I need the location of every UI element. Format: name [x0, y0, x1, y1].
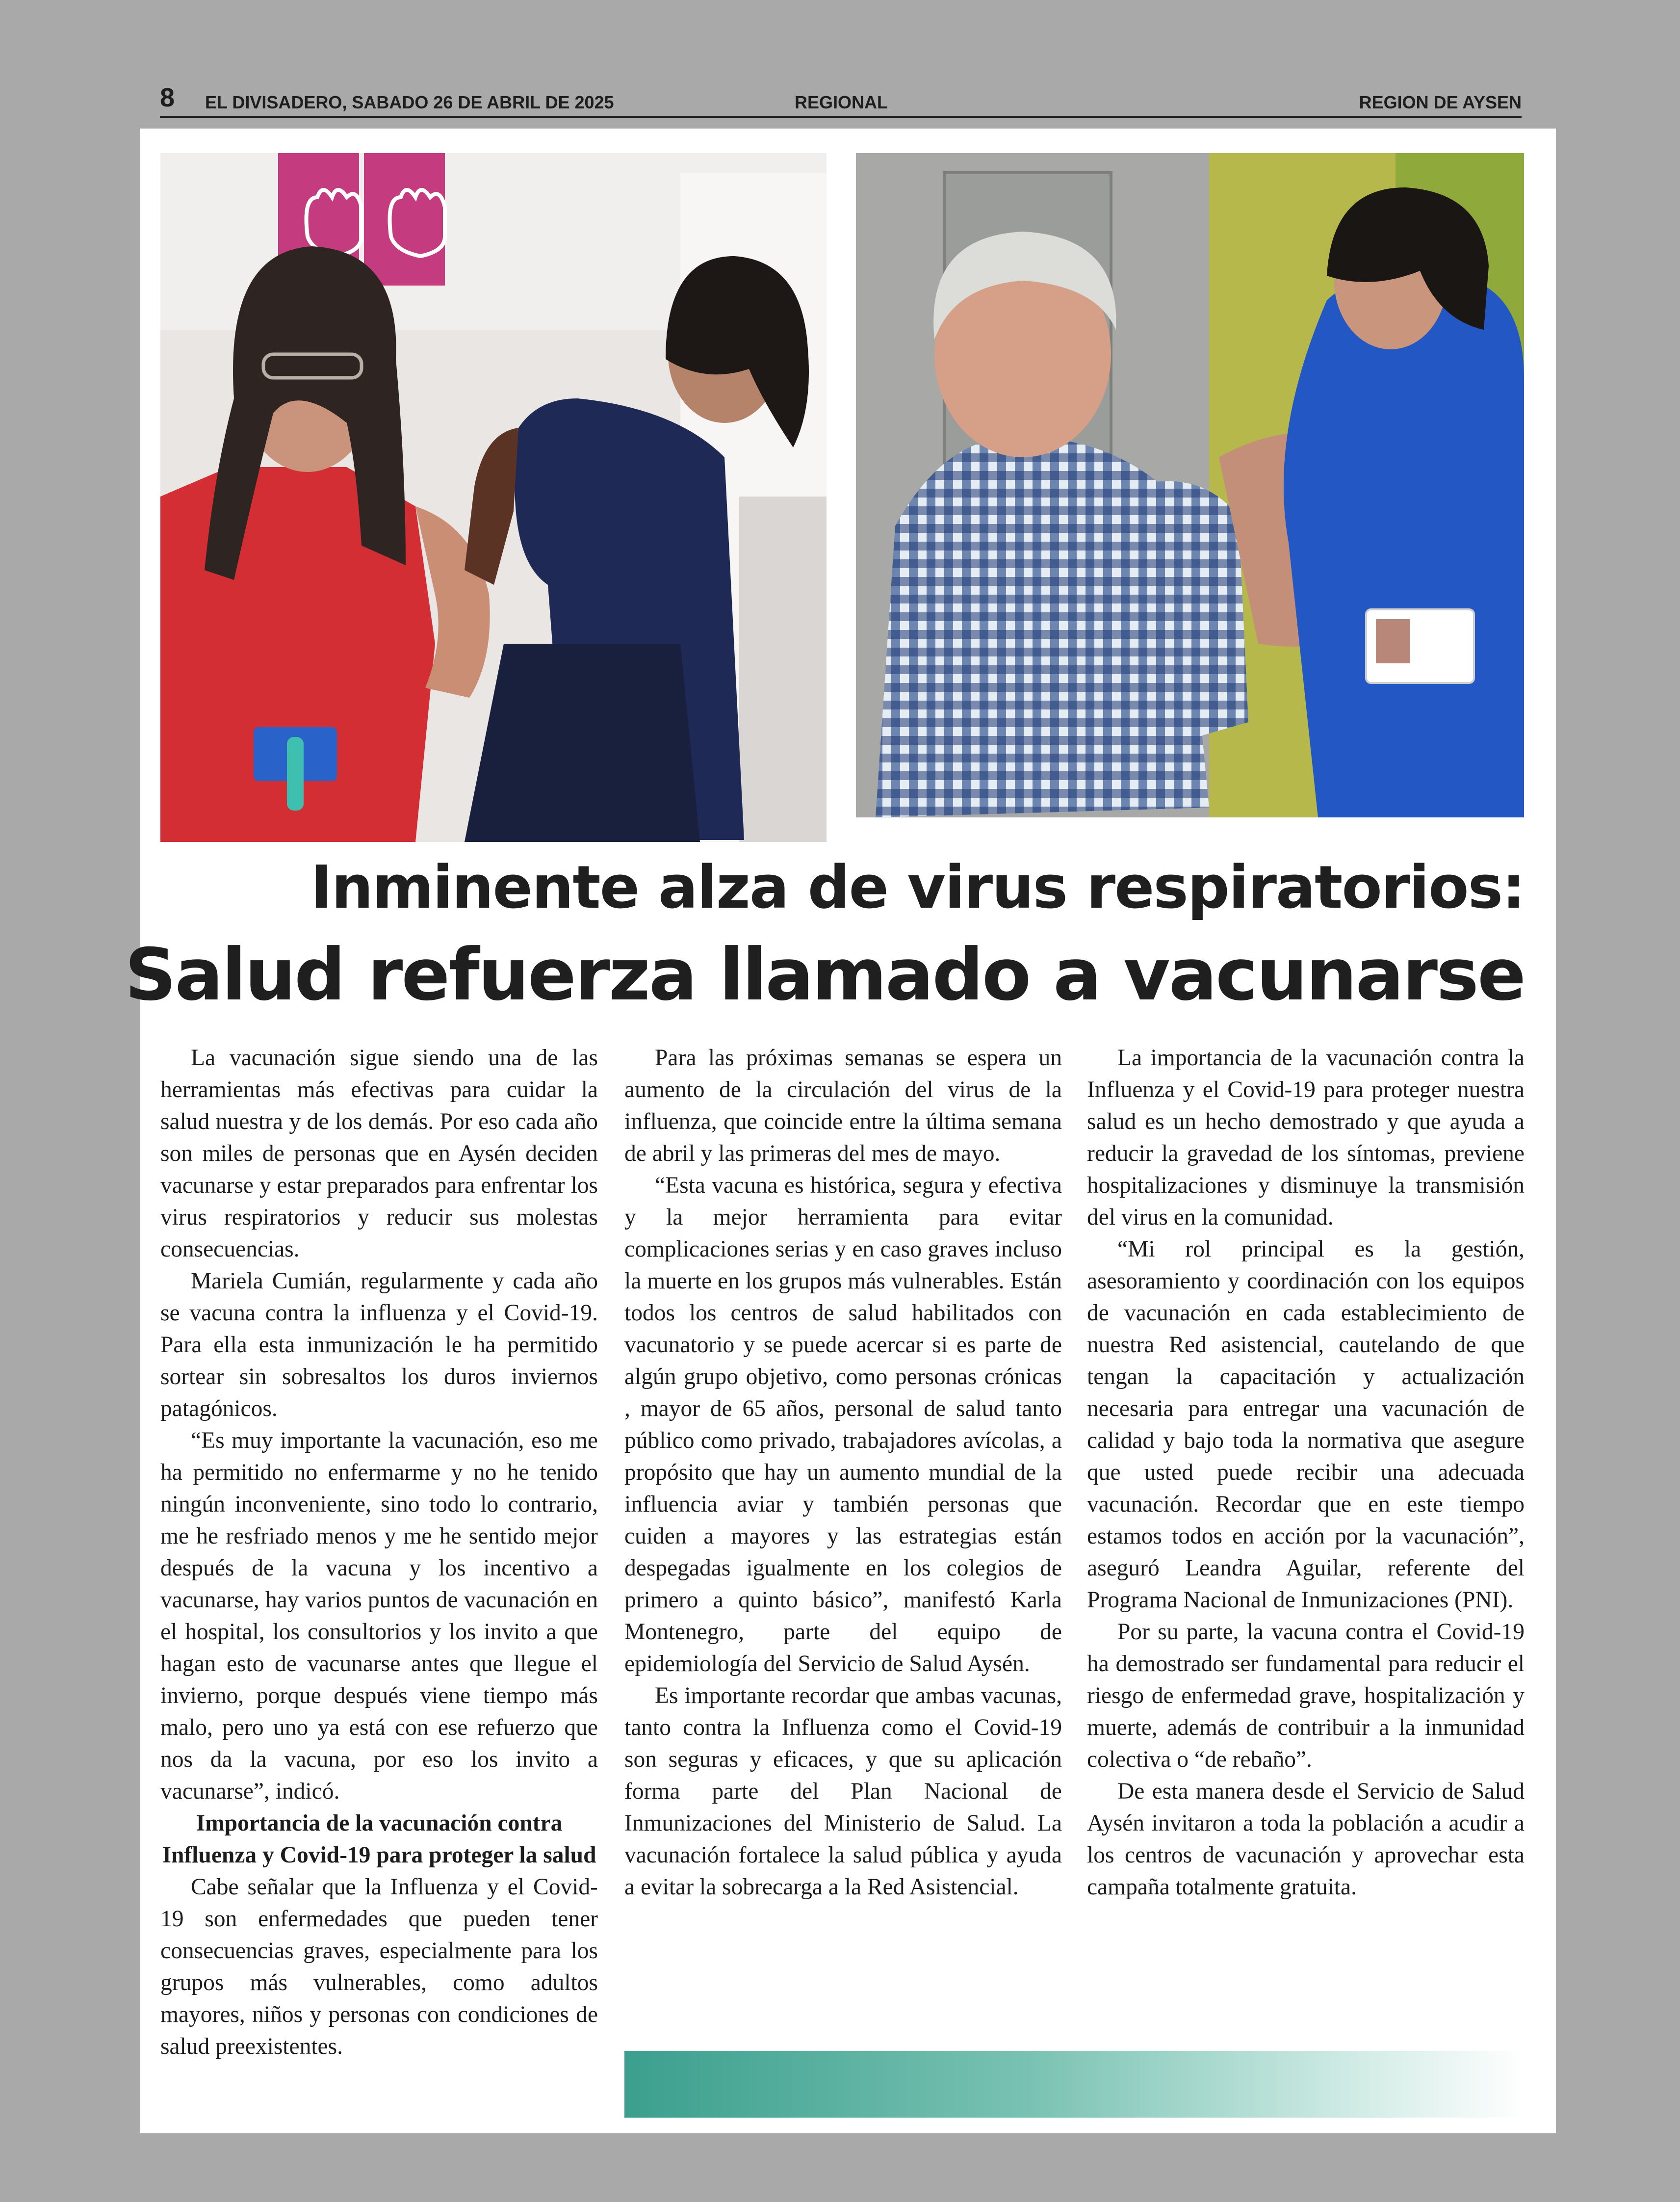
newspaper-date: EL DIVISADERO, SABADO 26 DE ABRIL DE 2025 [205, 92, 614, 112]
paragraph: Para las próximas semanas se espera un aumento de la circulación del virus de la influenza, que coincide entre la última semana de abril y las primeras del mes de mayo. [624, 1045, 1062, 1166]
paragraph: “Es muy importante la vacunación, eso me ha permitido no enfermarme y no he tenido ningún inconveniente, sino todo lo contrario, me he resfriado menos y me he sentido mejor después de la vacuna y los incentivo a vacunarse, hay varios puntos de vacunación en el hospital, los consultorios y los invito a que hagan esto de vacunarse antes que llegue el invierno, porque después viene tiempo más malo, pero uno ya está con ese refuerzo que nos da la vacuna, por eso los invito a vacunarse”, indicó. [160, 1428, 598, 1804]
section-label: REGIONAL [795, 92, 888, 112]
decorative-gradient-bar [624, 2051, 1524, 2118]
vaccination-photo-2-image [856, 153, 1524, 817]
article-subheading: Importancia de la vacunación contra Influenza y Covid-19 para proteger la salud [162, 1810, 596, 1868]
vaccination-photo-2 [856, 153, 1524, 817]
article-headline: Salud refuerza llamado a vacunarse [125, 933, 1525, 1017]
article-column-3 [1087, 1042, 1525, 1903]
vaccination-photo-1-image [160, 153, 827, 842]
paragraph: La importancia de la vacunación contra la Influenza y el Covid-19 para proteger nuestra salud es un hecho demostrado y que ayuda a reducir la gravedad de los síntomas, previene hospitalizaciones y disminuye la transmisión del virus en la comunidad. [1087, 1045, 1525, 1230]
paragraph: Mariela Cumián, regularmente y cada año se vacuna contra la influenza y el Covid-19. Para ella esta inmunización le ha permitido sortear sin sobresaltos los duros inviernos patagónicos. [160, 1268, 598, 1421]
paragraph: La vacunación sigue siendo una de las herramientas más efectivas para cuidar la salud nuestra y de los demás. Por eso cada año son miles de personas que en Aysén deciden vacunarse y estar preparados para enfrentar los virus respiratorios y reducir sus molestas consecuencias. [160, 1045, 598, 1262]
paragraph: De esta manera desde el Servicio de Salud Aysén invitaron a toda la población a acudir a los centros de vacunación y aprovechar esta campaña totalmente gratuita. [1087, 1779, 1525, 1900]
page-number: 8 [160, 83, 175, 112]
paragraph: “Esta vacuna es histórica, segura y efectiva y la mejor herramienta para evitar complicaciones serias y en caso graves incluso la muerte en los grupos más vulnerables. Están todos los centros de salud habilitados con vacunatorio y se puede acercar si es parte de algún grupo objetivo, como personas crónicas , mayor de 65 años, personal de salud tanto público como privado, trabajadores avícolas, a propósito que hay un aumento mundial de la influencia aviar y también personas que cuiden a mayores y las estrategias están despegadas igualmente en los colegios de primero a quinto básico”, manifestó Karla Montenegro, parte del equipo de epidemiología del Servicio de Salud Aysén. [624, 1173, 1062, 1677]
paragraph: “Mi rol principal es la gestión, asesoramiento y coordinación con los equipos de vacunación en cada establecimiento de nuestra Red asistencial, cautelando de que tengan la capacitación y actualización necesaria para entregar una vacunación de calidad y bajo toda la normativa que asegure que usted puede recibir una adecuada vacunación. Recordar que en este tiempo estamos todos en acción por la vacunación”, aseguró Leandra Aguilar, referente del Programa Nacional de Inmunizaciones (PNI). [1087, 1236, 1525, 1613]
paragraph: Es importante recordar que ambas vacunas, tanto contra la Influenza como el Covid-19 son seguras y eficaces, y que su aplicación forma parte del Plan Nacional de Inmunizaciones del Ministerio de Salud. La vacunación fortalece la salud pública y ayuda a evitar la sobrecarga a la Red Asistencial. [624, 1683, 1062, 1900]
article-column-2 [624, 1042, 1062, 1903]
article-column-1 [160, 1042, 598, 2063]
article-kicker: Inminente alza de virus respiratorios: [310, 854, 1525, 922]
paragraph: Cabe señalar que la Influenza y el Covid-19 son enfermedades que pueden tener consecuencias graves, especialmente para los grupos más vulnerables, como adultos mayores, niños y personas con condiciones de salud preexistentes. [160, 1874, 598, 2059]
vaccination-photo-1 [160, 153, 827, 842]
article-sheet [125, 129, 1556, 2133]
region-label: REGION DE AYSEN [1359, 92, 1522, 112]
paragraph: Por su parte, la vacuna contra el Covid-19 ha demostrado ser fundamental para reducir el riesgo de enfermedad grave, hospitalización y muerte, además de contribuir a la inmunidad colectiva o “de rebaño”. [1087, 1619, 1525, 1772]
page-header [160, 82, 1522, 118]
